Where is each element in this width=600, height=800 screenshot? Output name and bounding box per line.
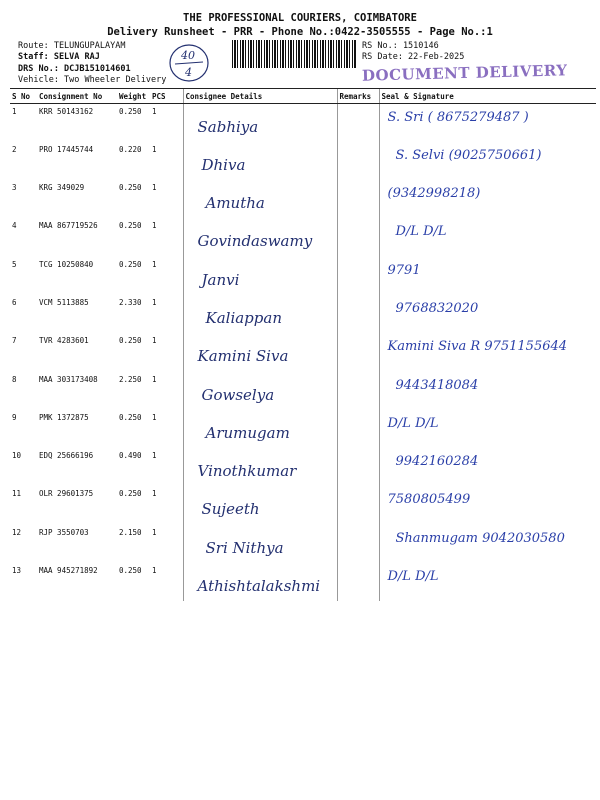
row-sno: 3 (12, 183, 17, 193)
row-sno: 8 (12, 374, 17, 384)
col-signature: Seal & Signature (379, 89, 596, 104)
row-remarks (337, 257, 379, 295)
row-consignee (183, 563, 337, 601)
row-sno: 12 (12, 527, 22, 537)
row-consignment: KRR 50143162 (39, 107, 94, 116)
col-consignment: Consignment No (37, 89, 117, 104)
row-consignee (183, 257, 337, 295)
rs-number: RS No.: 1510146 (362, 41, 439, 51)
row-consignee (183, 295, 337, 333)
signature-handwriting: 9768832020 (395, 300, 479, 316)
signature-handwriting: 9791 (387, 262, 421, 278)
consignee-handwriting: Amutha (205, 194, 265, 213)
table-row (10, 563, 596, 601)
signature-handwriting: D/L D/L (387, 569, 439, 585)
row-pcs: 1 (152, 259, 157, 269)
row-sno: 13 (12, 566, 22, 576)
signature-handwriting: 9443418084 (395, 377, 479, 393)
row-signature (379, 218, 596, 256)
row-remarks (337, 104, 379, 142)
row-consignee (183, 448, 337, 486)
table-row (10, 218, 596, 256)
row-weight: 0.250 (119, 107, 142, 116)
row-signature (379, 563, 596, 601)
table-row (10, 180, 596, 218)
consignee-handwriting: Sabhiya (197, 118, 259, 136)
signature-handwriting: (9342998218) (387, 186, 481, 202)
row-consignment: EDQ 25666196 (39, 451, 94, 461)
row-consignment: MAA 945271892 (39, 566, 98, 576)
row-pcs: 1 (152, 297, 157, 307)
col-sno: S No (10, 89, 37, 104)
row-weight: 2.330 (119, 297, 142, 307)
consignee-handwriting: Dhiva (201, 155, 246, 174)
row-signature (379, 486, 596, 524)
table-row (10, 486, 596, 524)
row-consignee (183, 218, 337, 256)
row-remarks (337, 180, 379, 218)
row-consignee (183, 410, 337, 448)
row-consignment: PMK 1372875 (39, 412, 89, 422)
consignee-handwriting: Janvi (201, 270, 240, 289)
row-consignee (183, 525, 337, 563)
row-sno: 9 (12, 412, 17, 422)
row-consignment: VCM 5113885 (39, 297, 89, 307)
handwritten-circled-note (167, 40, 213, 86)
table-row (10, 104, 596, 142)
row-remarks (337, 410, 379, 448)
row-pcs: 1 (152, 412, 157, 422)
signature-handwriting: Kamini Siva R 9751155644 (387, 339, 568, 355)
table-row (10, 257, 596, 295)
table-row (10, 410, 596, 448)
rs-date: RS Date: 22-Feb-2025 (362, 52, 465, 62)
table-header-row (10, 89, 596, 104)
row-sno: 7 (12, 336, 17, 346)
row-sno: 11 (12, 489, 22, 499)
row-remarks (337, 448, 379, 486)
svg-text:4: 4 (185, 66, 192, 79)
row-remarks (337, 486, 379, 524)
consignee-handwriting: Arumugam (205, 423, 290, 442)
row-signature (379, 525, 596, 563)
row-sno: 10 (12, 451, 22, 461)
row-pcs: 1 (152, 566, 157, 576)
row-weight: 2.250 (119, 374, 142, 384)
consignee-handwriting: Gowselya (201, 385, 275, 404)
row-pcs: 1 (152, 527, 157, 537)
col-weight: Weight (117, 89, 150, 104)
document-delivery-stamp: DOCUMENT DELIVERY (361, 61, 568, 85)
row-remarks (337, 563, 379, 601)
row-remarks (337, 333, 379, 371)
row-consignee (183, 104, 337, 142)
row-consignee (183, 180, 337, 218)
table-row (10, 333, 596, 371)
consignee-handwriting: Kamini Siva (197, 347, 289, 366)
row-pcs: 1 (152, 183, 157, 193)
row-signature (379, 257, 596, 295)
row-weight: 0.250 (119, 259, 142, 269)
row-consignee (183, 142, 337, 180)
row-consignment: TVR 4283601 (39, 336, 89, 346)
row-signature (379, 295, 596, 333)
row-sno: 6 (12, 297, 17, 307)
barcode (232, 40, 356, 68)
row-signature (379, 410, 596, 448)
consignee-handwriting: Vinothkumar (197, 462, 297, 481)
table-row (10, 525, 596, 563)
table-row (10, 372, 596, 410)
row-weight: 0.490 (119, 451, 142, 461)
consignee-handwriting: Govindaswamy (197, 232, 313, 251)
row-sno: 2 (12, 144, 17, 154)
row-remarks (337, 142, 379, 180)
signature-handwriting: Shanmugam 9042030580 (395, 530, 565, 546)
row-weight: 0.250 (119, 489, 142, 499)
row-remarks (337, 372, 379, 410)
row-weight: 0.250 (119, 412, 142, 422)
row-weight: 0.250 (119, 336, 142, 346)
row-consignee (183, 486, 337, 524)
row-pcs: 1 (152, 144, 157, 154)
consignee-handwriting: Athishtalakshmi (197, 577, 321, 596)
vehicle-label: Vehicle: Two Wheeler Delivery (18, 75, 167, 85)
signature-handwriting: D/L D/L (387, 415, 439, 431)
row-consignment: MAA 867719526 (39, 221, 98, 231)
drs-number: DRS No.: DCJB151014601 (18, 64, 131, 74)
row-remarks (337, 218, 379, 256)
row-weight: 0.220 (119, 144, 142, 154)
col-consignee: Consignee Details (183, 89, 337, 104)
row-weight: 2.150 (119, 527, 142, 537)
company-title: THE PROFESSIONAL COURIERS, COIMBATORE (183, 12, 417, 24)
signature-handwriting: 7580805499 (387, 492, 471, 508)
row-consignment: RJP 3550703 (39, 527, 89, 537)
row-sno: 4 (12, 221, 17, 231)
signature-handwriting: D/L D/L (395, 224, 447, 240)
row-consignment: PRO 17445744 (39, 144, 94, 154)
row-weight: 0.250 (119, 566, 142, 576)
row-pcs: 1 (152, 221, 157, 231)
row-signature (379, 104, 596, 142)
row-pcs: 1 (152, 451, 157, 461)
table-row (10, 295, 596, 333)
route-label: Route: TELUNGUPALAYAM (18, 41, 126, 51)
table-row (10, 142, 596, 180)
row-signature (379, 372, 596, 410)
row-sno: 1 (12, 107, 17, 116)
row-pcs: 1 (152, 107, 157, 116)
row-sno: 5 (12, 259, 17, 269)
row-consignee (183, 372, 337, 410)
row-signature (379, 142, 596, 180)
row-pcs: 1 (152, 489, 157, 499)
row-weight: 0.250 (119, 183, 142, 193)
row-consignment: KRG 349029 (39, 183, 85, 193)
signature-handwriting: S. Sri ( 8675279487 ) (387, 110, 529, 125)
signature-handwriting: S. Selvi (9025750661) (395, 147, 542, 163)
row-signature (379, 448, 596, 486)
row-consignee (183, 333, 337, 371)
row-signature (379, 333, 596, 371)
row-remarks (337, 295, 379, 333)
staff-label: Staff: SELVA RAJ (18, 52, 100, 62)
row-consignment: MAA 303173408 (39, 374, 98, 384)
runsheet-table (10, 88, 596, 601)
consignee-handwriting: Kaliappan (205, 308, 282, 327)
consignee-handwriting: Sujeeth (201, 500, 260, 519)
col-remarks: Remarks (337, 89, 379, 104)
col-pcs: PCS (150, 89, 183, 104)
svg-text:40: 40 (181, 49, 195, 62)
row-pcs: 1 (152, 336, 157, 346)
row-pcs: 1 (152, 374, 157, 384)
row-remarks (337, 525, 379, 563)
table-row (10, 448, 596, 486)
row-weight: 0.250 (119, 221, 142, 231)
row-consignment: TCG 10250840 (39, 259, 94, 269)
row-signature (379, 180, 596, 218)
consignee-handwriting: Sri Nithya (205, 538, 284, 557)
runsheet-subtitle: Delivery Runsheet - PRR - Phone No.:0422-3505555 - Page No.:1 (107, 26, 493, 38)
signature-handwriting: 9942160284 (395, 454, 479, 470)
row-consignment: OLR 29601375 (39, 489, 94, 499)
